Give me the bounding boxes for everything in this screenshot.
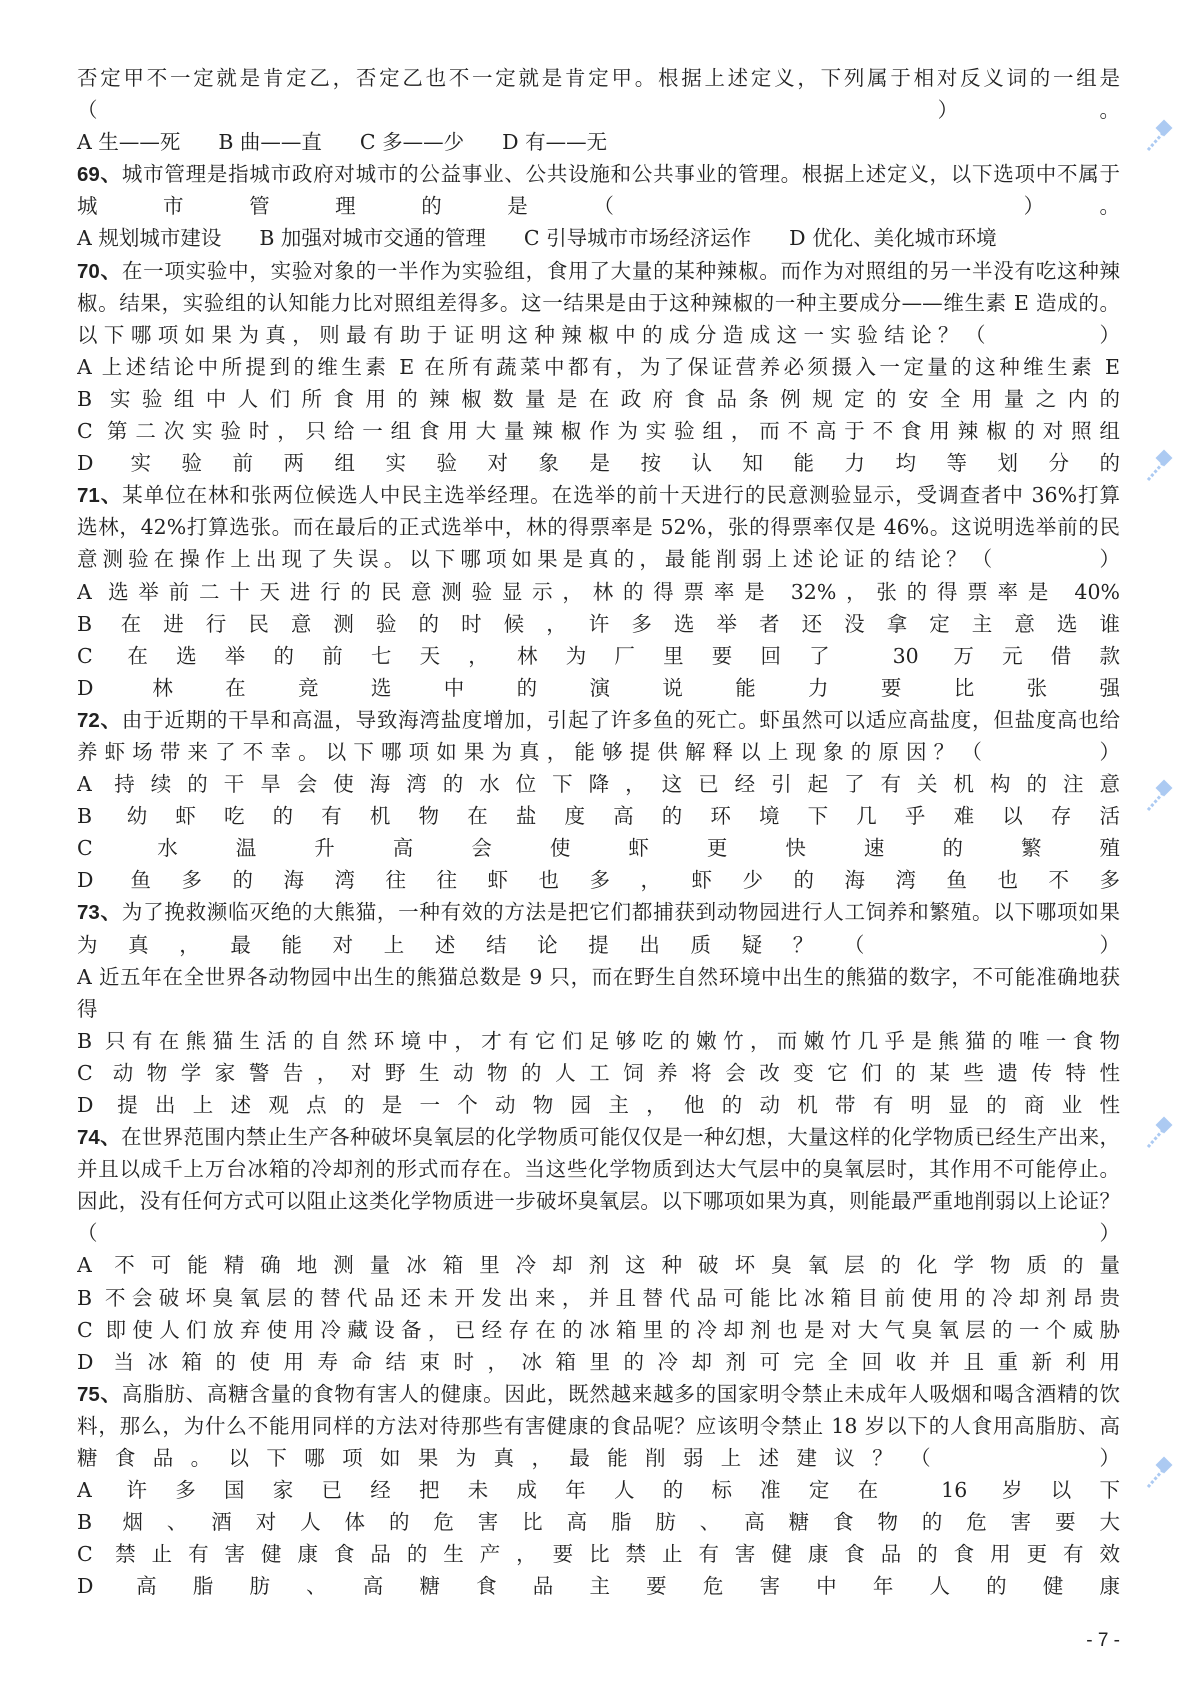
- option-line: D 实验前两组实验对象是按认知能力均等划分的: [77, 451, 1120, 476]
- options-row: [77, 222, 1120, 254]
- question-stem-line: [77, 736, 1120, 768]
- option-line: B 在进行民意测验的时候，许多选举者还没拿定主意选谁: [77, 611, 1120, 636]
- question-stem-line: [77, 1410, 1120, 1442]
- question-stem-line: [77, 287, 1120, 319]
- question-72: [77, 704, 1120, 897]
- option-line: C 即使人们放弃使用冷藏设备，已经存在的冰箱里的冷却剂也是对大气臭氧层的一个威胁: [77, 1317, 1120, 1342]
- option-line: B 幼虾吃的有机物在盐度高的环境下几乎难以存活: [77, 804, 1120, 829]
- question-stem-line: [77, 62, 1120, 94]
- stem-text: 由于近期的干旱和高温，导致海湾盐度增加，引起了许多鱼的死亡。虾虽然可以适应高盐度，但盐度高也给: [121, 707, 1120, 732]
- option-line: B 不会破坏臭氧层的替代品还未开发出来，并且替代品可能比冰箱目前使用的冷却剂昂贵: [77, 1285, 1120, 1310]
- watermark-icon: [1142, 778, 1178, 814]
- question-75: [77, 1378, 1120, 1603]
- question-70: [77, 255, 1120, 480]
- watermark-icon: [1142, 1115, 1178, 1151]
- option-line: A 选举前二十天进行的民意测验显示，林的得票率是 32%，张的得票率是 40%: [77, 579, 1120, 604]
- stem-text: 在一项实验中，实验对象的一半作为实验组，食用了大量的某种辣椒。而作为对照组的另一半没有吃这种辣: [121, 258, 1120, 283]
- option-line: A 持续的干旱会使海湾的水位下降，这已经引起了有关机构的注意: [77, 772, 1120, 797]
- watermark-icon: [1142, 448, 1178, 484]
- stem-text: 高脂肪、高糖含量的食物有害人的健康。因此，既然越来越多的国家明令禁止未成年人吸烟和喝含酒精的饮: [121, 1381, 1120, 1406]
- question-stem-line: [77, 543, 1120, 575]
- question-stem-line: [77, 704, 1120, 736]
- question-stem-line: [77, 1442, 1120, 1474]
- stem-text: 选林，42%打算选张。而在最后的正式选举中，林的得票率是 52%，张的得票率仅是 46%。这说明选举前的民: [77, 515, 1120, 540]
- option-line: C 第二次实验时，只给一组食用大量辣椒作为实验组，而不高于不食用辣椒的对照组: [77, 419, 1120, 444]
- question-stem-line: [77, 1121, 1120, 1153]
- option-line: A 上述结论中所提到的维生素 E 在所有蔬菜中都有，为了保证营养必须摄入一定量的这种维生素 E: [77, 354, 1120, 379]
- question-number: 70、: [77, 259, 122, 283]
- question-stem-line: [77, 319, 1120, 351]
- option-text: C 引导城市市场经济运作: [523, 226, 752, 251]
- options-row: [77, 126, 1120, 158]
- option-line: A 许多国家已经把未成年人的标准定在 16 岁以下: [77, 1478, 1120, 1503]
- option-line: D 高脂肪、高糖食品主要危害中年人的健康: [77, 1574, 1120, 1599]
- option-line: C 禁止有害健康食品的生产，要比禁止有害健康食品的食用更有效: [77, 1542, 1120, 1567]
- question-stem-line: [77, 1185, 1120, 1217]
- question-stem-line: [77, 94, 1120, 126]
- question-stem-line: [77, 158, 1120, 190]
- option-line: A 近五年在全世界各动物园中出生的熊猫总数是 9 只，而在野生自然环境中出生的熊猫的数字，不可能准确地获: [77, 964, 1120, 989]
- option-line: C 动物学家警告，对野生动物的人工饲养将会改变它们的某些遗传特性: [77, 1060, 1120, 1085]
- question-69: [77, 158, 1120, 254]
- question-73: [77, 896, 1120, 1121]
- option-line: B 实验组中人们所食用的辣椒数量是在政府食品条例规定的安全用量之内的: [77, 386, 1120, 411]
- option-text: A 生——死: [77, 130, 181, 155]
- question-stem-line: [77, 511, 1120, 543]
- stem-text: 城市管理的是（ ）。: [77, 194, 1120, 219]
- question-71: [77, 479, 1120, 704]
- option-line: A 不可能精确地测量冰箱里冷却剂这种破坏臭氧层的化学物质的量: [77, 1253, 1120, 1278]
- question-number: 72、: [77, 708, 122, 732]
- stem-text: （ ）: [77, 1221, 1120, 1246]
- question-number: 75、: [77, 1382, 122, 1406]
- option-line: D 鱼多的海湾往往虾也多，虾少的海湾鱼也不多: [77, 868, 1120, 893]
- option-line: D 当冰箱的使用寿命结束时，冰箱里的冷却剂可完全回收并且重新利用: [77, 1349, 1120, 1374]
- stem-text: 并且以成千上万台冰箱的冷却剂的形式而存在。当这些化学物质到达大气层中的臭氧层时，其作用不可能停止。: [77, 1157, 1120, 1182]
- option-text: B 加强对城市交通的管理: [259, 226, 486, 251]
- question-stem-line: [77, 1217, 1120, 1249]
- option-text: C 多——少: [359, 130, 465, 155]
- stem-text: 在世界范围内禁止生产各种破坏臭氧层的化学物质可能仅仅是一种幻想，大量这样的化学物质已经生产出来，: [120, 1125, 1120, 1150]
- option-text: B 曲——直: [218, 130, 322, 155]
- option-line: D 提出上述观点的是一个动物园主，他的动机带有明显的商业性: [77, 1093, 1120, 1117]
- option-text: A 规划城市建设: [77, 226, 222, 251]
- stem-text: 料，那么，为什么不能用同样的方法对待那些有害健康的食品呢？应该明令禁止 18 岁以下的人食用高脂肪、高: [77, 1413, 1120, 1438]
- stem-text: 意测验在操作上出现了失误。以下哪项如果是真的，最能削弱上述论证的结论？（ ）: [77, 547, 1120, 572]
- stem-text: 城市管理是指城市政府对城市的公益事业、公共设施和公共事业的管理。根据上述定义，以下选项中不属于: [121, 162, 1120, 187]
- option-text: D 优化、美化城市环境: [789, 226, 997, 251]
- stem-text: 为真，最能对上述结论提出质疑？（ ）: [77, 932, 1120, 957]
- document-body: [77, 62, 1120, 1603]
- stem-text: 否定甲不一定就是肯定乙，否定乙也不一定就是肯定甲。根据上述定义，下列属于相对反义词的一组是: [77, 66, 1120, 90]
- question-74: [77, 1121, 1120, 1378]
- watermark-icon: [1142, 1455, 1178, 1491]
- stem-text: 某单位在林和张两位候选人中民主选举经理。在选举的前十天进行的民意测验显示，受调查者中 36%打算: [122, 483, 1120, 508]
- question-stem-line: [77, 190, 1120, 222]
- stem-text: 椒。结果，实验组的认知能力比对照组差得多。这一结果是由于这种辣椒的一种主要成分——维生素 E 造成的。: [77, 290, 1120, 315]
- question-stem-line: [77, 479, 1120, 511]
- option-text: D 有——无: [502, 130, 608, 155]
- option-line: B 烟、酒对人体的危害比高脂肪、高糖食物的危害要大: [77, 1510, 1120, 1535]
- question-number: 71、: [77, 484, 123, 508]
- option-line: C 在选举的前七天，林为厂里要回了 30 万元借款: [77, 643, 1120, 668]
- stem-text: 以下哪项如果为真，则最有助于证明这种辣椒中的成分造成这一实验结论？（ ）: [77, 322, 1120, 347]
- option-line: 得: [77, 996, 98, 1021]
- question-stem-line: [77, 896, 1120, 928]
- stem-text: （ ）。: [77, 98, 1120, 123]
- stem-text: 为了挽救濒临灭绝的大熊猫，一种有效的方法是把它们都捕获到动物园进行人工饲养和繁殖。以下哪项如果: [121, 900, 1120, 925]
- question-number: 69、: [77, 163, 122, 187]
- option-line: B 只有在熊猫生活的自然环境中，才有它们足够吃的嫩竹，而嫩竹几乎是熊猫的唯一食物: [77, 1028, 1120, 1053]
- question-stem-line: [77, 255, 1120, 287]
- option-line: C 水温升高会使虾更快速的繁殖: [77, 836, 1120, 861]
- question-stem-line: [77, 1153, 1120, 1185]
- question-number: 74、: [77, 1126, 121, 1150]
- question-stem-line: [77, 929, 1120, 961]
- stem-text: 养虾场带来了不幸。以下哪项如果为真，能够提供解释以上现象的原因？（ ）: [77, 739, 1120, 764]
- question-continued: [77, 62, 1120, 158]
- stem-text: 因此，没有任何方式可以阻止这类化学物质进一步破坏臭氧层。以下哪项如果为真，则能最严重地削弱以上论证？: [77, 1189, 1120, 1214]
- option-line: D 林在竞选中的演说能力要比张强: [77, 675, 1120, 700]
- page-number: - 7 -: [1086, 1630, 1120, 1651]
- watermark-icon: [1142, 118, 1178, 154]
- question-number: 73、: [77, 901, 122, 925]
- stem-text: 糖食品。以下哪项如果为真，最能削弱上述建议？（ ）: [77, 1446, 1120, 1471]
- question-stem-line: [77, 1378, 1120, 1410]
